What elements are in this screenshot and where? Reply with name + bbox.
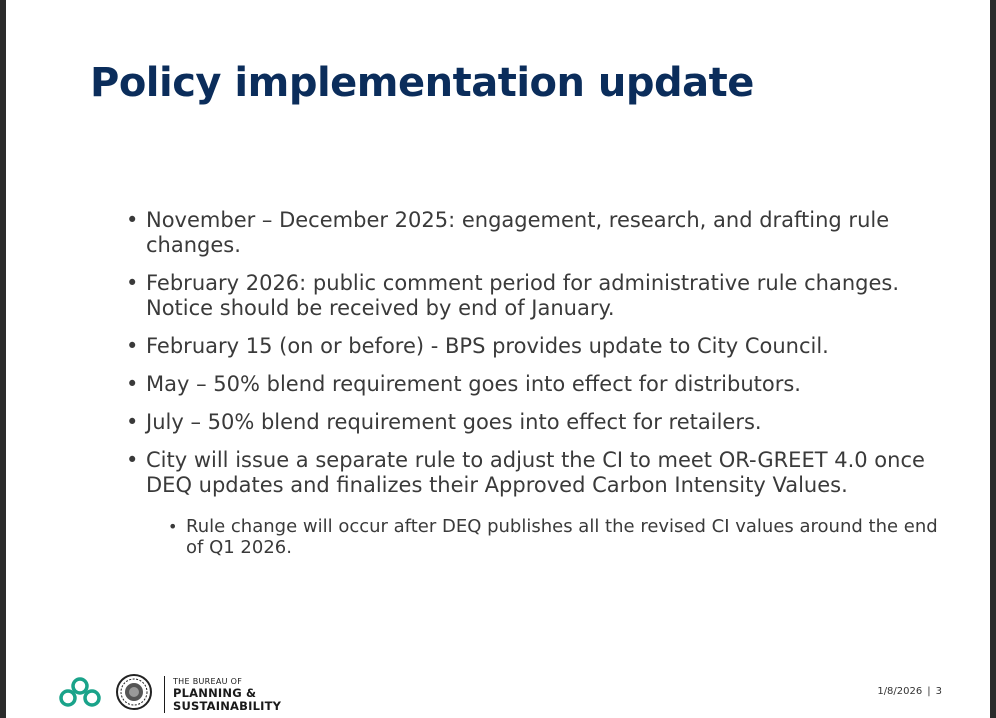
bullet-item: • February 15 (on or before) - BPS provides update to City Council.	[126, 334, 946, 359]
bullet-item: • July – 50% blend requirement goes into effect for retailers.	[126, 410, 946, 435]
city-seal-icon	[117, 675, 151, 709]
slide-date: 1/8/2026	[877, 686, 923, 697]
org-wordmark	[164, 676, 281, 713]
bullet-item: • May – 50% blend requirement goes into effect for distributors.	[126, 372, 946, 397]
bullet-item: • February 2026: public comment period for administrative rule changes. Notice should be received by end of January.	[126, 271, 946, 321]
sub-bullet-list	[168, 516, 946, 558]
bps-logo	[56, 672, 166, 712]
green-rings-icon	[61, 679, 99, 705]
bullet-item-with-sub	[126, 448, 946, 558]
meta-separator: |	[927, 686, 931, 697]
sub-bullet-item: • Rule change will occur after DEQ publishes all the revised CI values around the end of Q1 2026.	[168, 516, 946, 558]
slide	[6, 0, 990, 718]
bullet-list	[126, 208, 946, 571]
slide-title: Policy implementation update	[90, 60, 754, 106]
bullet-item: • November – December 2025: engagement, research, and drafting rule changes.	[126, 208, 946, 258]
org-line-1: THE BUREAU OF	[173, 677, 243, 686]
org-line-2: PLANNING &	[173, 686, 257, 700]
page-number: 3	[935, 686, 942, 697]
org-line-3: SUSTAINABILITY	[173, 699, 282, 713]
bullet-text: City will issue a separate rule to adjust the CI to meet OR-GREET 4.0 once DEQ updates and finalizes their Approved Carbon Intensity Values.	[146, 448, 925, 497]
slide-meta	[877, 686, 942, 697]
